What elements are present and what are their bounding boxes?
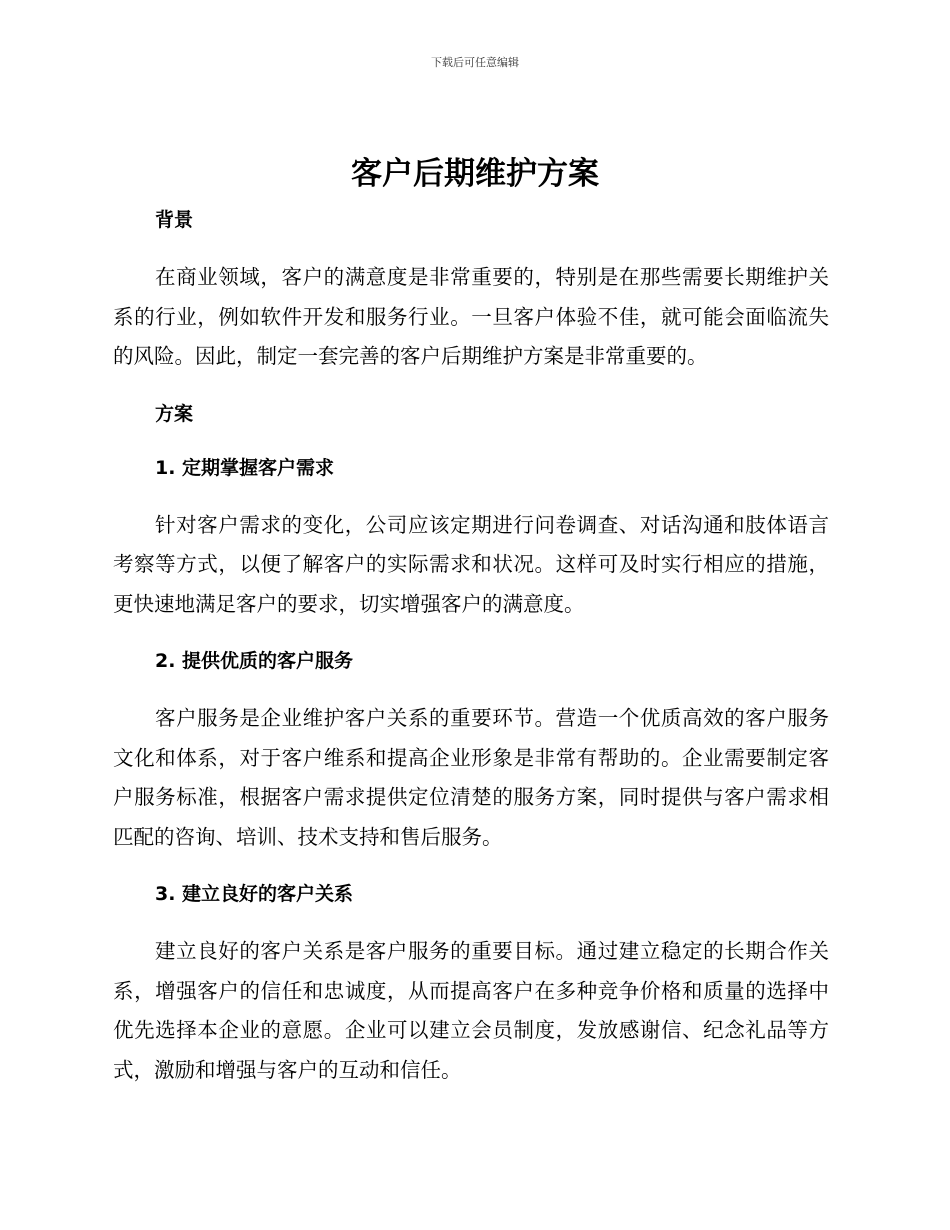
document-body (113, 204, 829, 1090)
section-heading-plan: 方案 (155, 402, 194, 425)
section-heading-item1: 1. 定期掌握客户需求 (155, 456, 335, 479)
section-paragraph-item1: 针对客户需求的变化，公司应该定期进行问卷调查、对话沟通和肢体语言考察等方式，以便了解客户的实际需求和状况。这样可及时实行相应的措施，更快速地满足客户的要求，切实增强客户的满意度。 (113, 512, 829, 616)
header-note: 下载后可任意编辑 (431, 56, 519, 69)
section-paragraph-item3: 建立良好的客户关系是客户服务的重要目标。通过建立稳定的长期合作关系，增强客户的信任和忠诚度，从而提高客户在多种竞争价格和质量的选择中优先选择本企业的意愿。企业可以建立会员制度，发放感谢信、纪念礼品等方式，激励和增强与客户的互动和信任。 (113, 939, 829, 1082)
section-heading-item2: 2. 提供优质的客户服务 (155, 650, 354, 672)
document-title: 客户后期维护方案 (351, 156, 599, 192)
section-paragraph-background: 在商业领域，客户的满意度是非常重要的，特别是在那些需要长期维护关系的行业，例如软件开发和服务行业。一旦客户体验不佳，就可能会面临流失的风险。因此，制定一套完善的客户后期维护方案是非常重要的。 (113, 265, 829, 368)
section-heading-background: 背景 (155, 209, 194, 231)
section-heading-item3: 3. 建立良好的客户关系 (155, 883, 354, 905)
section-paragraph-item2: 客户服务是企业维护客户关系的重要环节。营造一个优质高效的客户服务文化和体系，对于客户维系和提高企业形象是非常有帮助的。企业需要制定客户服务标准，根据客户需求提供定位清楚的服务方案，同时提供与客户需求相匹配的咨询、培训、技术支持和售后服务。 (113, 706, 829, 849)
